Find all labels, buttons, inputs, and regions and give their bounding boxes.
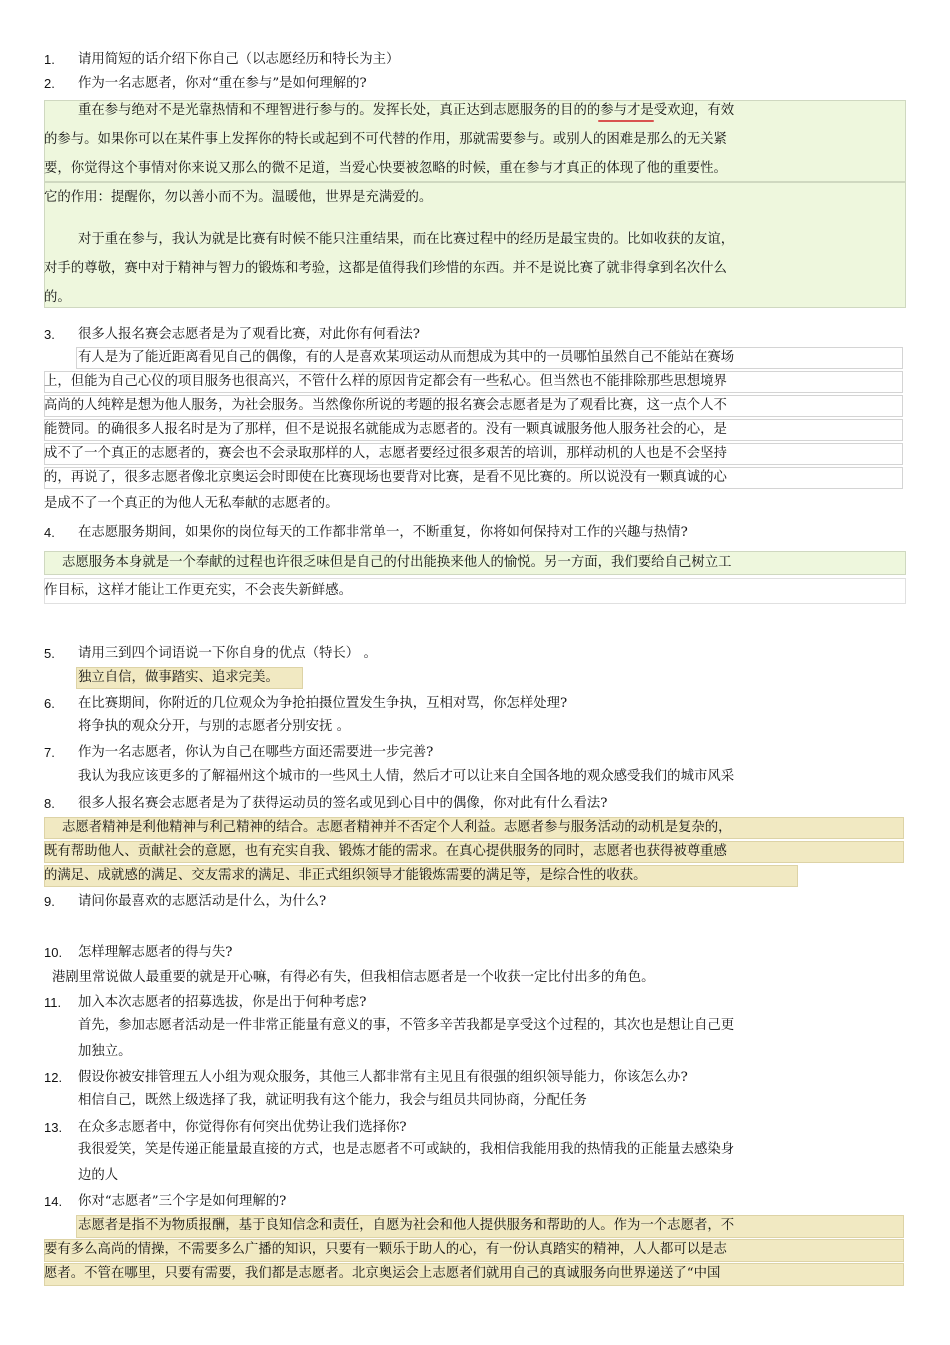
answer-line: 加独立。: [78, 1044, 132, 1059]
question-number: 2.: [44, 76, 55, 91]
question-number: 4.: [44, 525, 55, 540]
question-number: 7.: [44, 745, 55, 760]
question-text: 请问你最喜欢的志愿活动是什么，为什么?: [78, 894, 327, 909]
answer-line: 有人是为了能近距离看见自己的偶像，有的人是喜欢某项运动从而想成为其中的一员哪怕虽然自己不能站在赛场: [78, 350, 735, 365]
answer-line: 作目标，这样才能让工作更充实，不会丧失新鲜感。: [44, 583, 352, 598]
answer-line: 志愿者是指不为物质报酬，基于良知信念和责任，自愿为社会和他人提供服务和帮助的人。作为一个志愿者，不: [78, 1218, 735, 1233]
question-number: 14.: [44, 1194, 63, 1209]
answer-line: 高尚的人纯粹是想为他人服务，为社会服务。当然像你所说的考题的报名赛会志愿者是为了观看比赛，这一点个人不: [44, 398, 727, 413]
answer-line: 港剧里常说做人最重要的就是开心嘛，有得必有失，但我相信志愿者是一个收获一定比付出多的角色。: [52, 970, 655, 985]
answer-line: 将争执的观众分开，与别的志愿者分别安抚 。: [78, 719, 351, 734]
answer-line: 我认为我应该更多的了解福州这个城市的一些风土人情，然后才可以让来自全国各地的观众感受我们的城市风采: [78, 769, 735, 784]
question-text: 作为一名志愿者，你认为自己在哪些方面还需要进一步完善?: [78, 745, 434, 760]
answer-line: 的。: [44, 290, 71, 305]
question-number: 3.: [44, 327, 55, 342]
question-number: 1.: [44, 52, 55, 67]
answer-line: 首先，参加志愿者活动是一件非常正能量有意义的事，不管多辛苦我都是享受这个过程的，其次也是想让自己更: [78, 1018, 735, 1033]
question-text: 作为一名志愿者，你对“重在参与”是如何理解的?: [78, 76, 367, 91]
question-number: 12.: [44, 1070, 63, 1085]
question-text: 在比赛期间，你附近的几位观众为争抢拍摄位置发生争执，互相对骂，你怎样处理?: [78, 696, 568, 711]
answer-line: 志愿服务本身就是一个奉献的过程也许很乏味但是自己的付出能换来他人的愉悦。另一方面，我们要给自己树立工: [62, 555, 732, 570]
question-number: 5.: [44, 646, 55, 661]
answer-line: 对手的尊敬，赛中对于精神与智力的锻炼和考验，这都是值得我们珍惜的东西。并不是说比赛了就非得拿到名次什么: [44, 261, 727, 276]
answer-line: 的参与。如果你可以在某件事上发挥你的特长或起到不可代替的作用，那就需要参与。或别人的困难是那么的无关紧: [44, 132, 727, 147]
answer-line: 是成不了一个真正的为他人无私奉献的志愿者的。: [44, 496, 339, 511]
answer-line: 我很爱笑，笑是传递正能量最直接的方式，也是志愿者不可或缺的，我相信我能用我的热情我的正能量去感染身: [78, 1142, 735, 1157]
question-number: 10.: [44, 945, 63, 960]
question-text: 假设你被安排管理五人小组为观众服务，其他三人都非常有主见且有很强的组织领导能力，你该怎么办?: [78, 1070, 688, 1085]
question-text: 很多人报名赛会志愿者是为了获得运动员的签名或见到心目中的偶像，你对此有什么看法?: [78, 796, 608, 811]
question-text: 在众多志愿者中，你觉得你有何突出优势让我们选择你?: [78, 1120, 407, 1135]
answer-line: 的，再说了，很多志愿者像北京奥运会时即使在比赛现场也要背对比赛，是看不见比赛的。所以说没有一颗真诚的心: [44, 470, 727, 485]
question-text: 你对“志愿者”三个字是如何理解的?: [78, 1194, 287, 1209]
question-text: 请用简短的话介绍下你自己（以志愿经历和特长为主）: [78, 52, 400, 67]
answer-line: 独立自信，做事踏实、追求完美。: [78, 670, 279, 685]
answer-line: 边的人: [78, 1168, 119, 1183]
answer-line: 要，你觉得这个事情对你来说又那么的微不足道，当爱心快要被忽略的时候，重在参与才真正的体现了他的重要性。: [44, 161, 727, 176]
answer-line: 要有多么高尚的情操，不需要多么广播的知识，只要有一颗乐于助人的心，有一份认真踏实的精神，人人都可以是志: [44, 1242, 727, 1257]
answer-line: 相信自己，既然上级选择了我，就证明我有这个能力，我会与组员共同协商，分配任务: [78, 1093, 587, 1108]
answer-line: 既有帮助他人、贡献社会的意愿，也有充实自我、锻炼才能的需求。在真心提供服务的同时，志愿者也获得被尊重感: [44, 844, 727, 859]
question-number: 13.: [44, 1120, 63, 1135]
question-number: 8.: [44, 796, 55, 811]
answer-line: 重在参与绝对不是光靠热情和不理智进行参与的。发挥长处，真正达到志愿服务的目的的参与才是受欢迎，有效: [78, 103, 735, 118]
question-number: 9.: [44, 894, 55, 909]
question-number: 11.: [44, 995, 62, 1010]
question-text: 请用三到四个词语说一下你自身的优点（特长） 。: [78, 646, 377, 661]
answer-line: 的满足、成就感的满足、交友需求的满足、非正式组织领导才能锻炼需要的满足等，是综合性的收获。: [44, 868, 647, 883]
answer-line: 能赞同。的确很多人报名时是为了那样，但不是说报名就能成为志愿者的。没有一颗真诚服务他人服务社会的心，是: [44, 422, 727, 437]
question-text: 加入本次志愿者的招募选拔，你是出于何种考虑?: [78, 995, 367, 1010]
question-text: 在志愿服务期间，如果你的岗位每天的工作都非常单一，不断重复，你将如何保持对工作的兴趣与热情?: [78, 525, 688, 540]
answer-line: 志愿者精神是利他精神与利己精神的结合。志愿者精神并不否定个人利益。志愿者参与服务活动的动机是复杂的，: [62, 820, 732, 835]
answer-line: 上，但能为自己心仪的项目服务也很高兴，不管什么样的原因肯定都会有一些私心。但当然也不能排除那些思想境界: [44, 374, 727, 389]
question-text: 怎样理解志愿者的得与失?: [78, 945, 233, 960]
question-text: 很多人报名赛会志愿者是为了观看比赛，对此你有何看法?: [78, 327, 420, 342]
question-number: 6.: [44, 696, 55, 711]
answer-line: 它的作用：提醒你，勿以善小而不为。温暖他，世界是充满爱的。: [44, 190, 433, 205]
answer-line: 愿者。不管在哪里，只要有需要，我们都是志愿者。北京奥运会上志愿者们就用自己的真诚服务向世界递送了“中国: [44, 1266, 721, 1281]
answer-line: 对于重在参与，我认为就是比赛有时候不能只注重结果，而在比赛过程中的经历是最宝贵的。比如收获的友谊，: [78, 232, 735, 247]
answer-line: 成不了一个真正的志愿者的，赛会也不会录取那样的人，志愿者要经过很多艰苦的培训，那样动机的人也是不会坚持: [44, 446, 727, 461]
